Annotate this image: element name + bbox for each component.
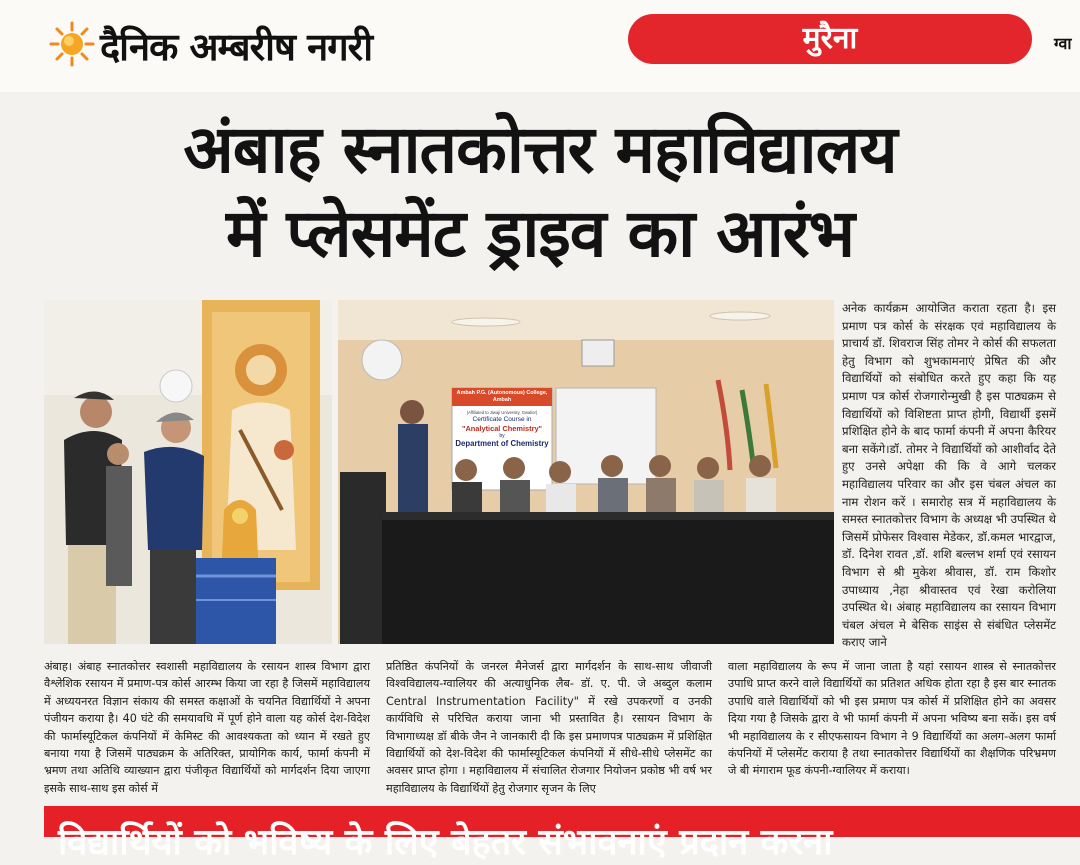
newspaper-name: दैनिक अम्बरीष नगरी (100, 25, 373, 69)
dais-photo (338, 300, 834, 644)
edge-city-text: ग्वा (1054, 34, 1072, 53)
article-column-3 (728, 658, 1056, 780)
article-paragraph: वाला महाविद्यालय के रूप में जाना जाता है यहां रसायन शास्त्र से स्नातकोत्तर उपाधि प्राप्त करने वाले विद्यार्थियों का प्रतिशत अधिक होता रहा है इस बार स्नातक उपाधि वाले विद्यार्थियों को भी इस प्रमाण पत्र कोर्स में प्रशिक्षित होने का अवसर दिया गया है जिसके द्वारा वे भी फार्मा कंपनी में अपना भविष्य बना सकें। इस वर्ष भी महाविद्यालय के र सीएफसायन विभाग ने 9 विद्यार्थियों का अलग-अलग फार्मा कंपनियों में प्लेसमेंट कराया है तथा स्नातकोत्तर विद्यार्थियों का शैक्षणिक परिभ्रमण जे बी मंगाराम फूड कंपनी-ग्वालियर में कराया। (728, 660, 1056, 778)
lamp-lighting-illustration (44, 300, 332, 644)
dais-illustration (338, 300, 834, 644)
headline-line-1: अंबाह स्नातकोत्तर महाविद्यालय (183, 111, 897, 188)
sun-logo-icon (50, 22, 94, 66)
next-headline-text: विद्यार्थियों को भविष्य के लिए बेहतर संभावनाएं प्रदान करना (58, 822, 833, 863)
next-headline-band (44, 806, 1080, 863)
banner-by: by (499, 433, 505, 439)
article-right-column (842, 300, 1056, 652)
course-banner-text (454, 390, 550, 448)
banner-course-title: "Analytical Chemistry" (461, 424, 543, 433)
banner-college-name: Ambah P.G. (Autonomous) College, Ambah (456, 390, 548, 403)
banner-affiliation: (Affiliated to Jiwaji University, Gwalior) (466, 410, 538, 415)
article-paragraph: अंबाह। अंबाह स्नातकोत्तर स्वशासी महाविद्यालय के रसायन शास्त्र विभाग द्वारा वैश्लेशिक रसायन में प्रमाण-पत्र कोर्स आरम्भ किया जा रहा है जिसमें महाविद्यालय में अध्ययनरत विज्ञान संकाय की समस्त कक्षाओं के चयनित विद्यार्थियों ने अपना पंजीयन कराया है। 40 घंटे की समयावधि में पूर्ण होने वाला यह कोर्स देश-विदेश की फार्मास्यूटिकल कंपनियों में केमिस्ट की आवश्यकता को ध्यान में रखते हुए बनाया गया है जिसमें पाठ्यक्रम के अतिरिक्त, प्रायोगिक कार्य, फार्मा कंपनी में भ्रमण तथा अतिथि व्याख्यान द्वारा पंजीकृत विद्यार्थियों को मार्गदर्शन दिया जाएगा इसके साथ-साथ इस कोर्स में (44, 660, 370, 795)
article-paragraph: अनेक कार्यक्रम आयोजित कराता रहता है। इस प्रमाण पत्र कोर्स के संरक्षक एवं महाविद्यालय के प्राचार्य डॉ. शिवराज सिंह तोमर ने कोर्स की सफलता हेतु विभाग को शुभकामनाएं प्रेषित की और विद्यार्थियों को संबोधित करते हुए कहा कि यह प्रमाण पत्र कोर्स रोजगारोन्मुखी है इस पाठ्यक्रम से विद्यार्थियों को विशिष्टता प्राप्त होगी, विद्यार्थी इसमें प्रशिक्षित होने के बाद फार्मा कंपनी में अपना कैरियर बना सकेंगे।डॉ. तोमर ने विद्यार्थियों को आशीर्वाद देते हुए उनसे अपेक्षा की कि वे आगे चलकर महाविद्यालय परिवार का और इस चंबल अंचल का नाम रोशन करें । समारोह सत्र में महाविद्यालय के समस्त स्नातकोत्तर विभाग के अध्यक्ष भी उपस्थित थे जिसमें प्रोफेसर विश्वास मेडेकर, डॉ.कमल भारद्वाज, डॉ. दिनेश रावत ,डॉ. शशि बल्लभ शर्मा एवं रसायन विभाग से श्री मुकेश श्रीवास, डॉ. राम किशोर उपाध्याय ,नेहा श्रीवास्तव एवं रेखा करोलिया उपस्थित थे। अंबाह महाविद्यालय का रसायन विभाग चंबल अंचल मे बेसिक साइंस से संबंधित प्लेसमेंट कराए जाने (842, 301, 1056, 650)
article-paragraph: प्रतिष्ठित कंपनियों के जनरल मैनेजर्स द्वारा मार्गदर्शन के साथ-साथ जीवाजी विश्वविद्यालय-ग्वालियर की अत्याधुनिक लैब- डॉ. ए. पी. जे अब्दुल कलाम Central Instrumentation Facility" में रखे उपकरणों व उनकी कार्यविधि से परिचित कराया जाना भी प्रस्तावित है। रसायन विभाग के विभागाध्यक्ष डॉ बीके जैन ने जानकारी दी कि इस प्रमाणपत्र पाठ्यक्रम में प्रशिक्षित विद्यार्थियों को देश-विदेश की फार्मास्यूटिकल कंपनियों में सीधे-सीधे प्लेसमेंट का अवसर प्राप्त होगा । महाविद्यालय में संचालित रोजगार नियोजन प्रकोष्ठ भी वर्ष भर महाविद्यालय के विद्यार्थियों हेतु रोजगार सृजन के लिए (386, 660, 712, 795)
headline-line-2: में प्लेसमेंट ड्राइव का आरंभ (225, 195, 855, 272)
city-label: मुरैना (628, 14, 1032, 64)
masthead (0, 0, 1080, 92)
article-column-1 (44, 658, 370, 797)
article-column-2 (386, 658, 712, 797)
banner-department: Department of Chemistry (455, 439, 549, 448)
lamp-lighting-photo (44, 300, 332, 644)
banner-certificate: Certificate Course in (472, 416, 532, 423)
